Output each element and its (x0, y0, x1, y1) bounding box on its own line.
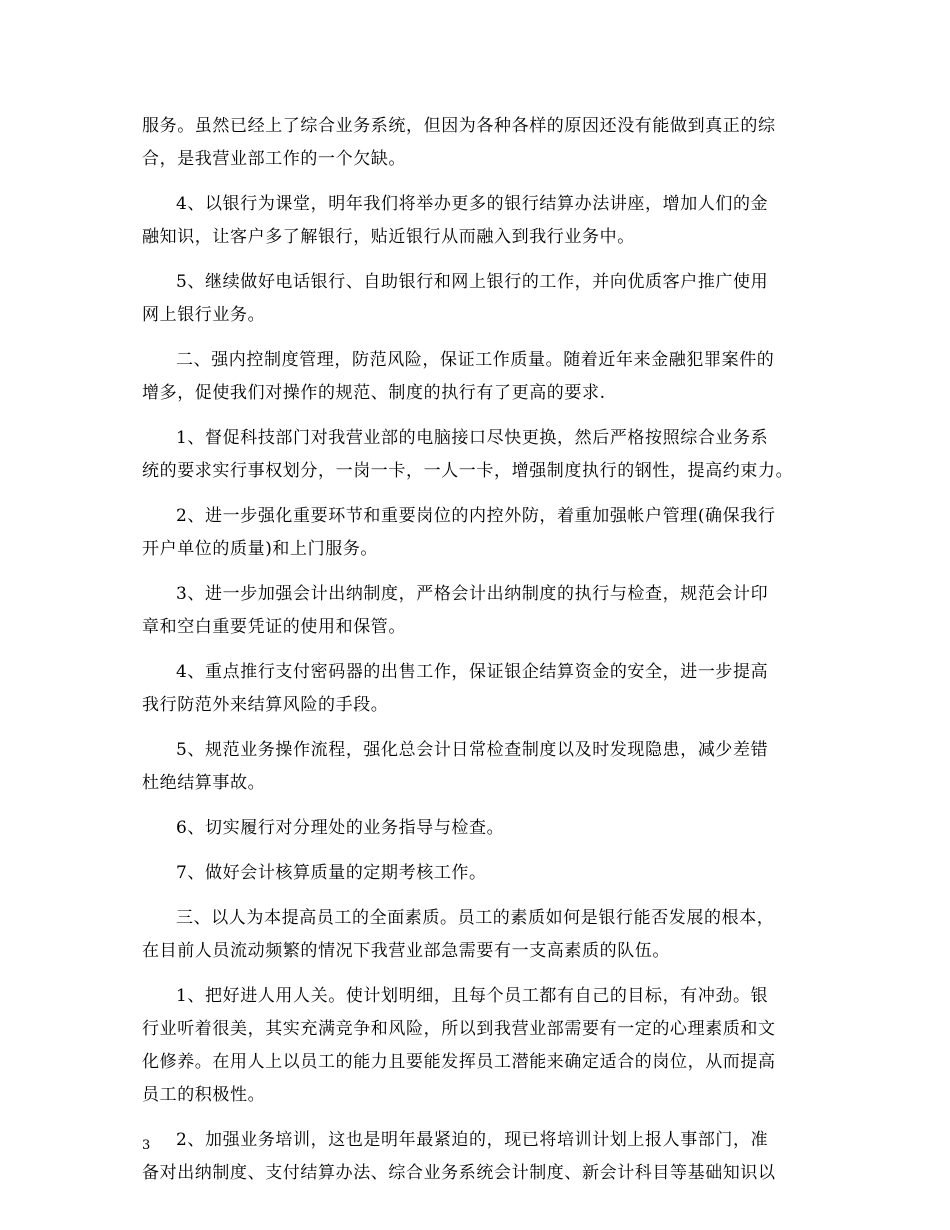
text-line: 行业听着很美，其实充满竞争和风险，所以到我营业部需要有一定的心理素质和文 (142, 1019, 776, 1039)
text-line: 合，是我营业部工作的一个欠缺。 (142, 149, 406, 169)
text-line: 7、做好会计核算质量的定期考核工作。 (176, 863, 487, 883)
text-line: 三、以人为本提高员工的全面素质。员工的素质如何是银行能否发展的根本， (176, 908, 775, 928)
page-number: 3 (142, 1138, 151, 1153)
text-line: 1、督促科技部门对我营业部的电脑接口尽快更换，然后严格按照综合业务系 (176, 428, 769, 448)
text-line: 备对出纳制度、支付结算办法、综合业务系统会计制度、新会计科目等基础知识以 (142, 1163, 776, 1183)
text-line: 杜绝结算事故。 (142, 773, 266, 793)
text-line: 5、规范业务操作流程，强化总会计日常检查制度以及时发现隐患，减少差错 (176, 740, 769, 760)
text-line: 开户单位的质量)和上门服务。 (142, 539, 379, 559)
text-line: 3、进一步加强会计出纳制度，严格会计出纳制度的执行与检查，规范会计印 (176, 584, 769, 604)
text-line: 增多，促使我们对操作的规范、制度的执行有了更高的要求. (142, 383, 606, 403)
text-line: 网上银行业务。 (142, 305, 266, 325)
text-line: 5、继续做好电话银行、自助银行和网上银行的工作，并向优质客户推广使用 (176, 272, 769, 292)
text-line: 化修养。在用人上以员工的能力且要能发挥员工潜能来确定适合的岗位，从而提高 (142, 1052, 776, 1072)
text-line: 2、进一步强化重要环节和重要岗位的内控外防，着重加强帐户管理(确保我行 (176, 506, 776, 526)
text-line: 章和空白重要凭证的使用和保管。 (142, 617, 406, 637)
text-line: 6、切实履行对分理处的业务指导与检查。 (176, 818, 505, 838)
text-line: 我行防范外来结算风险的手段。 (142, 695, 389, 715)
text-line: 统的要求实行事权划分，一岗一卡，一人一卡，增强制度执行的钢性，提高约束力。 (142, 461, 794, 481)
text-line: 员工的积极性。 (142, 1085, 266, 1105)
text-line: 在目前人员流动频繁的情况下我营业部急需要有一支高素质的队伍。 (142, 941, 670, 961)
text-line: 1、把好进人用人关。使计划明细，且每个员工都有自己的目标，有冲劲。银 (176, 986, 769, 1006)
text-line: 融知识，让客户多了解银行，贴近银行从而融入到我行业务中。 (142, 227, 635, 247)
text-line: 4、以银行为课堂，明年我们将举办更多的银行结算办法讲座，增加人们的金 (176, 194, 769, 214)
text-line: 服务。虽然已经上了综合业务系统，但因为各种各样的原因还没有能做到真正的综 (142, 116, 776, 136)
text-line: 4、重点推行支付密码器的出售工作，保证银企结算资金的安全，进一步提高 (176, 662, 769, 682)
text-line: 2、加强业务培训，这也是明年最紧迫的，现已将培训计划上报人事部门，准 (176, 1130, 769, 1150)
text-line: 二、强内控制度管理，防范风险，保证工作质量。随着近年来金融犯罪案件的 (176, 350, 775, 370)
